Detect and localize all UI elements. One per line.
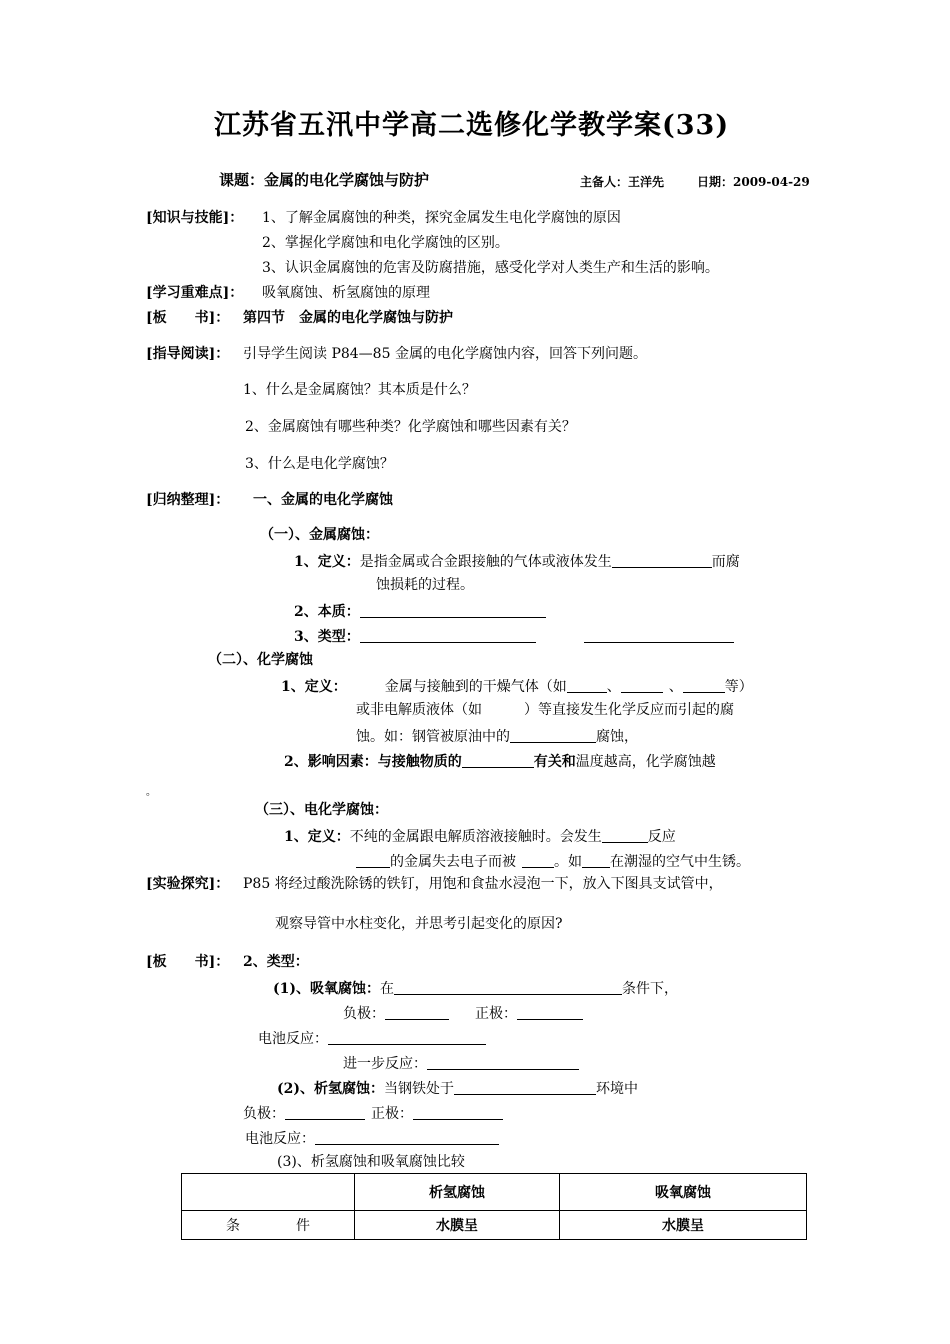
fill-blank[interactable] xyxy=(454,1080,596,1095)
fill-blank[interactable] xyxy=(360,603,546,618)
s2-line3-b: 腐蚀， xyxy=(596,729,638,745)
compare-title: (3)、析氢腐蚀和吸氧腐蚀比较 xyxy=(277,1154,465,1170)
s2-def-label: 1、定义： xyxy=(281,679,347,695)
fill-blank[interactable] xyxy=(612,553,712,568)
section-2-title: （二）、化学腐蚀 xyxy=(208,652,313,668)
author: 主备人：王洋先 xyxy=(580,175,665,189)
section-1-title: （一）、金属腐蚀： xyxy=(260,527,379,543)
fill-blank[interactable] xyxy=(413,1105,503,1120)
guide-question-3: 3、什么是电化学腐蚀？ xyxy=(245,456,394,472)
s1-essence-label: 2、本质： xyxy=(294,604,360,620)
s1-def-text-c: 蚀损耗的过程。 xyxy=(376,577,474,593)
fill-blank[interactable] xyxy=(360,628,536,643)
table-row xyxy=(182,1211,807,1240)
h2-pos-label: 正极： xyxy=(371,1106,413,1122)
date: 日期：2009-04-29 xyxy=(697,175,810,189)
s2-factor-label: 2、影响因素：与接触物质的 xyxy=(284,754,462,770)
s3-def-label: 1、定义： xyxy=(284,829,350,845)
fill-blank[interactable] xyxy=(385,1005,449,1020)
h2-neg-label: 负极： xyxy=(243,1106,285,1122)
s2-factor-b: 有关和 xyxy=(533,754,576,770)
h2-cell-label: 电池反应： xyxy=(245,1131,315,1147)
table-cell[interactable]: 水膜呈 xyxy=(560,1211,807,1240)
s1-def-label: 1、定义： xyxy=(294,554,360,570)
table-cell[interactable]: 水膜呈 xyxy=(355,1211,560,1240)
s3-line2-b: 。如 xyxy=(554,854,582,870)
table-header-cell xyxy=(182,1174,355,1211)
s2-line2: 或非电解质液体（如 ）等直接发生化学反应而引起的腐 xyxy=(356,702,734,718)
s3-line2-a: 的金属失去电子而被 xyxy=(390,854,516,870)
keypoints-text: 吸氧腐蚀、析氢腐蚀的原理 xyxy=(262,285,430,301)
o2-cond-a: 在 xyxy=(380,981,394,997)
o2-cond-b: 条件下， xyxy=(622,981,678,997)
objective-2: 2、掌握化学腐蚀和电化学腐蚀的区别。 xyxy=(262,235,509,251)
fill-blank[interactable] xyxy=(602,828,648,843)
fill-blank[interactable] xyxy=(582,853,610,868)
s2-line1-b: 等） xyxy=(724,679,753,695)
s2-line1-a: 金属与接触到的干燥气体（如 xyxy=(384,679,567,695)
fill-blank[interactable] xyxy=(522,853,554,868)
fill-blank[interactable] xyxy=(285,1105,365,1120)
topic-line: 课题：金属的电化学腐蚀与防护 xyxy=(219,171,430,189)
s3-line2-c: 在潮湿的空气中生锈。 xyxy=(610,854,750,870)
h2-cond-a: 当钢铁处于 xyxy=(384,1081,454,1097)
guide-text: 引导学生阅读 P84—85 金属的电化学腐蚀内容，回答下列问题。 xyxy=(243,346,647,362)
comparison-table xyxy=(181,1173,807,1240)
page-title: 江苏省五汛中学高二选修化学教学案(33) xyxy=(214,110,730,141)
fill-blank[interactable] xyxy=(394,980,622,995)
s2-sep-1: 、 xyxy=(606,679,621,695)
table-header-cell: 析氢腐蚀 xyxy=(355,1174,560,1211)
guide-tag: [指导阅读]： xyxy=(146,346,230,362)
s1-def-text-b: 而腐 xyxy=(711,554,740,570)
s2-factor-c: 温度越高，化学腐蚀越 xyxy=(575,754,716,770)
fill-blank[interactable] xyxy=(356,853,390,868)
summary-heading: 一、金属的电化学腐蚀 xyxy=(253,492,393,508)
objectives-tag: [知识与技能]： xyxy=(146,210,244,226)
o2-further-label: 进一步反应： xyxy=(343,1056,427,1072)
board-text-1: 第四节 金属的电化学腐蚀与防护 xyxy=(243,310,453,326)
keypoints-tag: [学习重难点]： xyxy=(146,285,244,301)
fill-blank[interactable] xyxy=(315,1130,499,1145)
o2-title: (1)、吸氧腐蚀： xyxy=(273,981,380,997)
s3-line1-b: 反应 xyxy=(647,829,676,845)
experiment-line-1: P85 将经过酸洗除锈的铁钉，用饱和食盐水浸泡一下，放入下图具支试管中， xyxy=(243,876,723,892)
board-tag-2: [板 书]： xyxy=(146,954,230,970)
section-3-title: （三）、电化学腐蚀： xyxy=(255,802,388,818)
fill-blank[interactable] xyxy=(683,678,725,693)
h2-title: (2)、析氢腐蚀： xyxy=(277,1081,384,1097)
stray-dot: 。 xyxy=(146,787,156,798)
h2-cond-b: 环境中 xyxy=(596,1081,638,1097)
o2-neg-label: 负极： xyxy=(343,1006,385,1022)
objective-3: 3、认识金属腐蚀的危害及防腐措施，感受化学对人类生产和生活的影响。 xyxy=(262,260,719,276)
o2-cell-label: 电池反应： xyxy=(258,1031,328,1047)
table-cell: 条 件 xyxy=(182,1211,355,1240)
experiment-tag: [实验探究]： xyxy=(146,876,230,892)
experiment-line-2: 观察导管中水柱变化，并思考引起变化的原因? xyxy=(275,916,563,932)
fill-blank[interactable] xyxy=(510,728,596,743)
s1-type-label: 3、类型： xyxy=(294,629,360,645)
summary-tag: [归纳整理]： xyxy=(146,492,230,508)
fill-blank[interactable] xyxy=(621,678,663,693)
s3-line1-a: 不纯的金属跟电解质溶液接触时。会发生 xyxy=(349,829,602,845)
board-tag-1: [板 书]： xyxy=(146,310,230,326)
fill-blank[interactable] xyxy=(328,1030,486,1045)
fill-blank[interactable] xyxy=(517,1005,583,1020)
fill-blank[interactable] xyxy=(462,753,534,768)
objective-1: 1、了解金属腐蚀的种类，探究金属发生电化学腐蚀的原因 xyxy=(262,210,621,226)
fill-blank[interactable] xyxy=(567,678,607,693)
board-text-2: 2、类型： xyxy=(243,954,309,970)
fill-blank[interactable] xyxy=(427,1055,579,1070)
s1-def-text: 是指金属或合金跟接触的气体或液体发生 xyxy=(359,554,612,570)
table-header-cell: 吸氧腐蚀 xyxy=(560,1174,807,1211)
s2-line3-a: 蚀。如：钢管被原油中的 xyxy=(356,729,510,745)
guide-question-2: 2、金属腐蚀有哪些种类？化学腐蚀和哪些因素有关？ xyxy=(245,419,576,435)
fill-blank[interactable] xyxy=(584,628,734,643)
s2-sep-2: 、 xyxy=(668,679,683,695)
o2-pos-label: 正极： xyxy=(475,1006,517,1022)
guide-question-1: 1、什么是金属腐蚀？其本质是什么？ xyxy=(243,382,476,398)
table-header-row xyxy=(182,1174,807,1211)
